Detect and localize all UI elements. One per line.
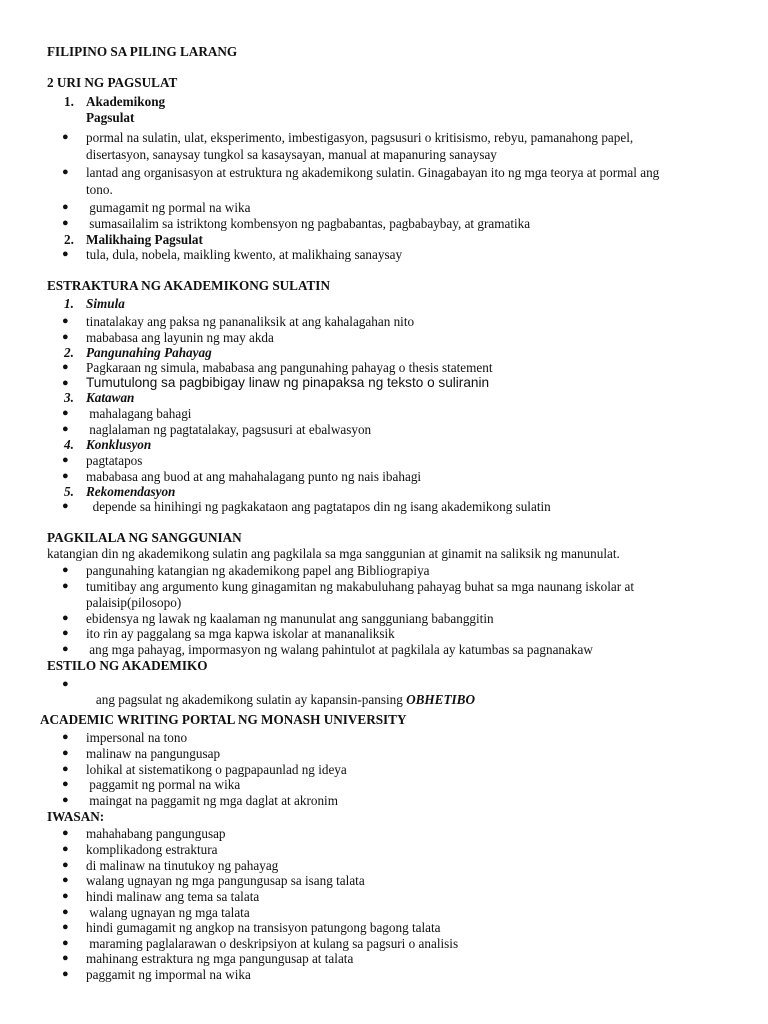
- paragraph-intro: katangian din ng akademikong sulatin ang pagkilala sa mga sanggunian at ginamit na saliksik ng manunulat.: [47, 546, 620, 561]
- list-item: ito rin ay paggalang sa mga kapwa iskolar at mananaliksik: [86, 626, 395, 641]
- bullet-icon: ●: [62, 201, 69, 213]
- bullet-icon: ●: [62, 937, 69, 949]
- bullet-icon: ●: [62, 131, 69, 143]
- item-malikhaing-pagsulat: Malikhaing Pagsulat: [86, 232, 203, 247]
- bullet-icon: ●: [62, 612, 69, 624]
- list-item: maraming paglalarawan o deskripsiyon at kulang sa pagsuri o analisis: [86, 936, 459, 951]
- bullet-icon: ●: [62, 921, 69, 933]
- list-item-text: ang pagsulat ng akademikong sulatin ay kapansin-pansing: [92, 692, 407, 707]
- list-item: malinaw na pangungusap: [86, 746, 221, 761]
- bullet-icon: ●: [62, 827, 69, 839]
- list-item: gumagamit ng pormal na wika: [86, 200, 251, 215]
- list-number: 1.: [64, 296, 74, 311]
- list-item: paggamit ng pormal na wika: [86, 777, 241, 792]
- list-item: mahinang estraktura ng mga pangungusap at talata: [86, 951, 354, 966]
- list-item: lohikal at sistematikong o pagpapaunlad ng ideya: [86, 762, 347, 777]
- list-item: pormal na sulatin, ulat, eksperimento, imbestigasyon, pagsusuri o kritisismo, rebyu, pamanahong papel,: [86, 130, 634, 145]
- list-item: mababasa ang buod at ang mahahalagang punto ng nais ibahagi: [86, 469, 422, 484]
- bullet-icon: ●: [62, 678, 69, 690]
- heading-iwasan: IWASAN:: [47, 809, 105, 824]
- list-item: walang ugnayan ng mga pangungusap sa isang talata: [86, 873, 365, 888]
- bullet-icon: ●: [62, 564, 69, 576]
- bullet-icon: ●: [62, 968, 69, 980]
- bullet-icon: ●: [62, 890, 69, 902]
- list-item: tumitibay ang argumento kung ginagamitan ng makabuluhang pahayag buhat sa mga naunang iskolar at: [86, 579, 634, 594]
- list-item-cont: disertasyon, sanaysay tungkol sa kasaysayan, manual at mapanuring sanaysay: [86, 147, 497, 162]
- heading-estraktura: ESTRAKTURA NG AKADEMIKONG SULATIN: [47, 278, 330, 293]
- subheading-pangunahing-pahayag: Pangunahing Pahayag: [86, 345, 212, 360]
- list-item: hindi malinaw ang tema sa talata: [86, 889, 260, 904]
- bullet-icon: ●: [62, 627, 69, 639]
- list-number: 1.: [64, 94, 74, 109]
- bullet-icon: ●: [62, 470, 69, 482]
- list-number: 2.: [64, 345, 74, 360]
- list-item: ebidensya ng lawak ng kaalaman ng manunulat ang sangguniang babanggitin: [86, 611, 494, 626]
- bullet-icon: ●: [62, 778, 69, 790]
- list-item: komplikadong estraktura: [86, 842, 218, 857]
- bullet-icon: ●: [62, 407, 69, 419]
- list-item: di malinaw na tinutukoy ng pahayag: [86, 858, 279, 873]
- subheading-rekomendasyon: Rekomendasyon: [86, 484, 176, 499]
- item-akademikong-cont: Pagsulat: [86, 110, 135, 125]
- list-item-cont: palaisip(pilosopo): [86, 595, 182, 610]
- list-item: paggamit ng impormal na wika: [86, 967, 251, 982]
- bullet-icon: ●: [62, 794, 69, 806]
- list-item: pangunahing katangian ng akademikong papel ang Bibliograpiya: [86, 563, 430, 578]
- bullet-icon: ●: [62, 331, 69, 343]
- bullet-icon: ●: [62, 874, 69, 886]
- list-item: depende sa hinihingi ng pagkakataon ang pagtatapos din ng isang akademikong sulatin: [86, 499, 551, 514]
- list-item: impersonal na tono: [86, 730, 188, 745]
- list-item: mababasa ang layunin ng may akda: [86, 330, 274, 345]
- list-number: 5.: [64, 484, 74, 499]
- item-akademikong: Akademikong: [86, 94, 166, 109]
- heading-estilo: ESTILO NG AKADEMIKO: [47, 658, 208, 673]
- list-item: Tumutulong sa pagbibigay linaw ng pinapaksa ng teksto o suliranin: [86, 375, 490, 390]
- bullet-icon: ●: [62, 859, 69, 871]
- bullet-icon: ●: [62, 217, 69, 229]
- subheading-simula: Simula: [86, 296, 125, 311]
- list-item: walang ugnayan ng mga talata: [86, 905, 250, 920]
- list-item: mahahabang pangungusap: [86, 826, 226, 841]
- list-item-cont: tono.: [86, 182, 113, 197]
- list-item: tula, dula, nobela, maikling kwento, at malikhaing sanaysay: [86, 247, 403, 262]
- bullet-icon: ●: [62, 248, 69, 260]
- bullet-icon: ●: [62, 643, 69, 655]
- list-item: lantad ang organisasyon at estruktura ng akademikong sulatin. Ginagabayan ito ng mga teorya at pormal ang: [86, 165, 660, 180]
- subheading-katawan: Katawan: [86, 390, 135, 405]
- heading-monash: ACADEMIC WRITING PORTAL NG MONASH UNIVERSITY: [40, 712, 407, 727]
- bullet-icon: ●: [62, 731, 69, 743]
- bullet-icon: ●: [62, 377, 69, 389]
- bullet-icon: ●: [62, 952, 69, 964]
- list-item: sumasailalim sa istriktong kombensyon ng pagbabantas, pagbabaybay, at gramatika: [86, 216, 531, 231]
- bullet-icon: ●: [62, 580, 69, 592]
- bullet-icon: ●: [62, 454, 69, 466]
- list-number: 4.: [64, 437, 74, 452]
- list-item: pagtatapos: [86, 453, 143, 468]
- list-item: maingat na paggamit ng mga daglat at akronim: [86, 793, 338, 808]
- list-item: tinatalakay ang paksa ng pananaliksik at ang kahalagahan nito: [86, 314, 415, 329]
- list-item: [86, 677, 475, 707]
- bullet-icon: ●: [62, 906, 69, 918]
- bullet-icon: ●: [62, 315, 69, 327]
- list-item: Pagkaraan ng simula, mababasa ang pangunahing pahayag o thesis statement: [86, 360, 493, 375]
- bullet-icon: ●: [62, 361, 69, 373]
- bullet-icon: ●: [62, 747, 69, 759]
- bullet-icon: ●: [62, 500, 69, 512]
- list-number: 3.: [64, 390, 74, 405]
- list-item: mahalagang bahagi: [86, 406, 192, 421]
- list-number: 2.: [64, 232, 74, 247]
- bullet-icon: ●: [62, 166, 69, 178]
- heading-uri-ng-pagsulat: 2 URI NG PAGSULAT: [47, 75, 178, 90]
- subheading-konklusyon: Konklusyon: [86, 437, 152, 452]
- list-item: naglalaman ng pagtatalakay, pagsusuri at ebalwasyon: [86, 422, 372, 437]
- emphasis-obhetibo: OBHETIBO: [406, 692, 475, 707]
- list-item: hindi gumagamit ng angkop na transisyon patungong bagong talata: [86, 920, 441, 935]
- bullet-icon: ●: [62, 763, 69, 775]
- document-title: FILIPINO SA PILING LARANG: [47, 44, 238, 59]
- list-item: ang mga pahayag, impormasyon ng walang pahintulot at pagkilala ay katumbas sa pagnanakaw: [86, 642, 593, 657]
- bullet-icon: ●: [62, 843, 69, 855]
- bullet-icon: ●: [62, 423, 69, 435]
- heading-pagkilala: PAGKILALA NG SANGGUNIAN: [47, 530, 242, 545]
